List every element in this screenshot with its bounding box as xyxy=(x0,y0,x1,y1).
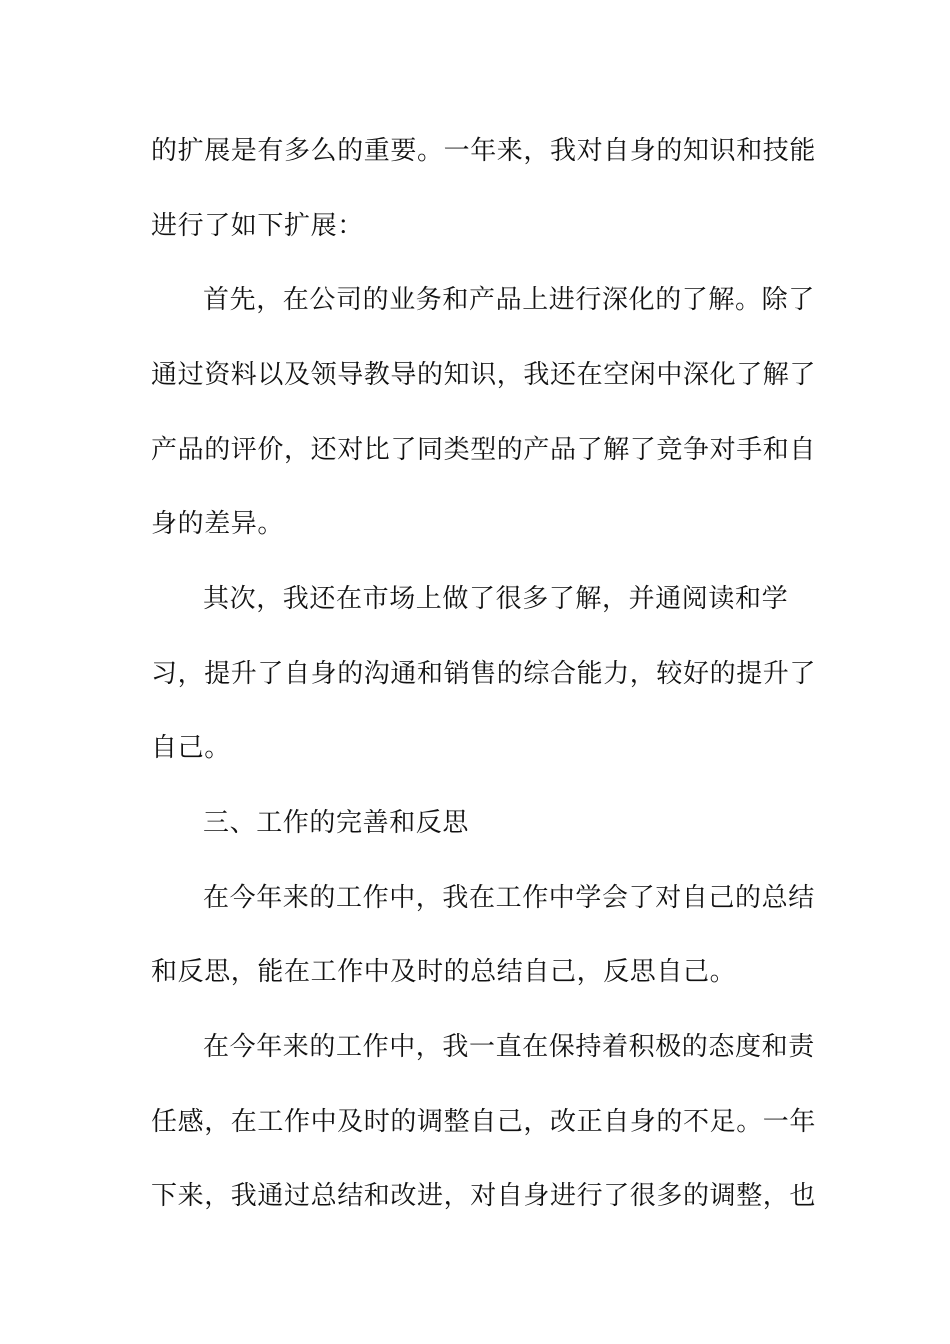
text-line: 习，提升了自身的沟通和销售的综合能力，较好的提升了 xyxy=(151,659,817,689)
text-line: 下来，我通过总结和改进，对自身进行了很多的调整，也 xyxy=(151,1181,817,1211)
text-line: 任感，在工作中及时的调整自己，改正自身的不足。一年 xyxy=(151,1107,817,1137)
paragraph-first-line: 在今年来的工作中，我在工作中学会了对自己的总结 xyxy=(203,883,815,913)
text-line: 进行了如下扩展： xyxy=(151,211,364,241)
section-heading: 三、工作的完善和反思 xyxy=(203,808,470,838)
paragraph-first-line: 首先，在公司的业务和产品上进行深化的了解。除了 xyxy=(203,285,815,315)
text-line: 通过资料以及领导教导的知识，我还在空闲中深化了解了 xyxy=(151,360,817,390)
text-line: 身的差异。 xyxy=(151,509,285,539)
paragraph-first-line: 在今年来的工作中，我一直在保持着积极的态度和责 xyxy=(203,1032,815,1062)
text-line: 的扩展是有多么的重要。一年来，我对自身的知识和技能 xyxy=(151,136,817,166)
text-line: 产品的评价，还对比了同类型的产品了解了竞争对手和自 xyxy=(151,435,817,465)
text-line: 和反思，能在工作中及时的总结自己，反思自己。 xyxy=(151,957,737,987)
text-line: 自己。 xyxy=(151,733,231,763)
paragraph-first-line: 其次，我还在市场上做了很多了解，并通阅读和学 xyxy=(203,584,789,614)
